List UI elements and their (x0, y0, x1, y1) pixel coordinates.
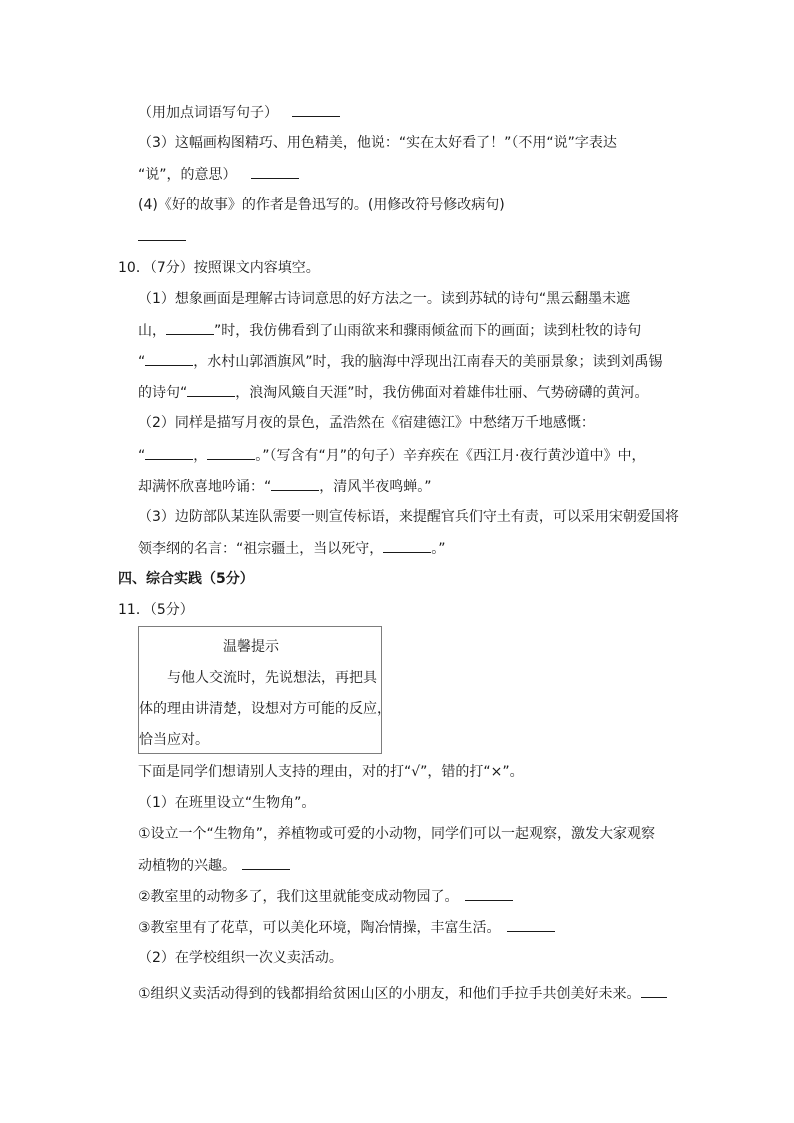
tip-title: 温馨提示 (223, 639, 279, 655)
text-fragment: ，清风半夜鸣蝉。” (319, 479, 432, 495)
text-fragment: 。”（写含有“月”的句子）辛弃疾在《西江月·夜行黄沙道中》中， (255, 448, 646, 464)
q11-instruction: 下面是同学们想请别人支持的理由，对的打“√”，错的打“×”。 (138, 764, 524, 780)
q10-part1-line3 (138, 351, 663, 372)
q11-item-1-line2 (138, 855, 290, 876)
poem-blank[interactable] (187, 382, 235, 397)
text-fragment: 却满怀欣喜地吟诵：“ (138, 479, 272, 495)
text-fragment: ①组织义卖活动得到的钱都捐给贫困山区的小朋友，和他们手拉手共创美好未来。 (138, 986, 641, 1002)
instruction-text: （用加点词语写句子） (138, 105, 278, 121)
question-10-header: 10．（7分）按照课文内容填空。 (118, 260, 320, 276)
question-4-answer-line (138, 226, 186, 247)
text-fragment: 的诗句“ (138, 385, 188, 401)
question-11-header: 11．（5分） (118, 602, 194, 618)
section-4-heading: 四、综合实践（5分） (118, 571, 254, 587)
q10-part2-line3 (138, 476, 432, 497)
answer-blank[interactable] (292, 102, 340, 117)
text-fragment: ②教室里的动物多了，我们这里就能变成动物园了。 (138, 889, 459, 905)
q11-part2-item-1 (138, 983, 667, 1004)
q10-part3-text: （3）边防部队某连队需要一则宣传标语，来提醒官兵们守土有责，可以采用宋朝爱国将 (138, 509, 679, 525)
q10-part3-line2 (138, 538, 446, 559)
q11-item-1-text: ①设立一个“生物角”，养植物或可爱的小动物，同学们可以一起观察，激发大家观察 (138, 826, 656, 842)
text-fragment: ③教室里有了花草，可以美化环境，陶冶情操，丰富生活。 (138, 920, 501, 936)
poem-blank[interactable] (145, 351, 193, 366)
q10-part1-text: （1）想象画面是理解古诗词意思的好方法之一。读到苏轼的诗句“黑云翻墨未遮 (138, 291, 631, 307)
text-fragment: 。” (431, 541, 446, 557)
q10-part1-line4 (138, 382, 649, 403)
answer-prompt-line (138, 102, 340, 123)
answer-blank[interactable] (251, 164, 299, 179)
answer-blank[interactable] (242, 855, 290, 870)
text-fragment: 山， (138, 323, 166, 339)
q10-part1-line2 (138, 320, 641, 341)
q10-part2-line2 (138, 445, 645, 466)
answer-blank[interactable] (507, 917, 555, 932)
q11-part2-heading: （2）在学校组织一次义卖活动。 (138, 950, 343, 966)
q10-part2-text: （2）同样是描写月夜的景色，孟浩然在《宿建德江》中愁绪万千地感慨： (138, 415, 595, 431)
q11-item-2 (138, 886, 513, 907)
question-4-text: (4)《好的故事》的作者是鲁迅写的。(用修改符号修改病句) (138, 197, 505, 213)
poem-blank[interactable] (271, 476, 319, 491)
answer-blank[interactable] (641, 983, 667, 998)
tip-box (138, 626, 391, 754)
text-fragment: ”时，我仿佛看到了山雨欲来和骤雨倾盆而下的画面；读到杜牧的诗句 (214, 323, 642, 339)
text-fragment: ，浪淘风簸自天涯”时，我仿佛面对着雄伟壮丽、气势磅礴的黄河。 (235, 385, 649, 401)
question-3-text: （3）这幅画构图精巧、用色精美，他说：“实在太好看了！”（不用“说”字表达 (138, 135, 617, 151)
tip-line: 与他人交流时，先说想法，再把具 (167, 670, 377, 686)
q11-part1-heading: （1）在班里设立“生物角”。 (138, 795, 316, 811)
instruction-text: “说”，的意思） (138, 167, 237, 183)
text-fragment: ，水村山郭酒旗风”时，我的脑海中浮现出江南春天的美丽景象；读到刘禹锡 (193, 354, 663, 370)
tip-line: 恰当应对。 (139, 732, 209, 748)
text-fragment: “ (138, 448, 146, 464)
poem-blank[interactable] (207, 445, 255, 460)
q11-item-3 (138, 917, 555, 938)
answer-blank[interactable] (465, 886, 513, 901)
poem-blank[interactable] (145, 445, 193, 460)
question-3-instruction (138, 164, 299, 185)
poem-blank[interactable] (166, 320, 214, 335)
text-fragment: 动植物的兴趣。 (138, 858, 236, 874)
tip-line: 体的理由讲清楚，设想对方可能的反应， (139, 701, 391, 717)
text-fragment: “ (138, 354, 146, 370)
text-fragment: 领李纲的名言：“祖宗疆土，当以死守， (138, 541, 384, 557)
text-fragment: ， (193, 448, 208, 464)
poem-blank[interactable] (383, 538, 431, 553)
answer-blank[interactable] (138, 226, 186, 241)
